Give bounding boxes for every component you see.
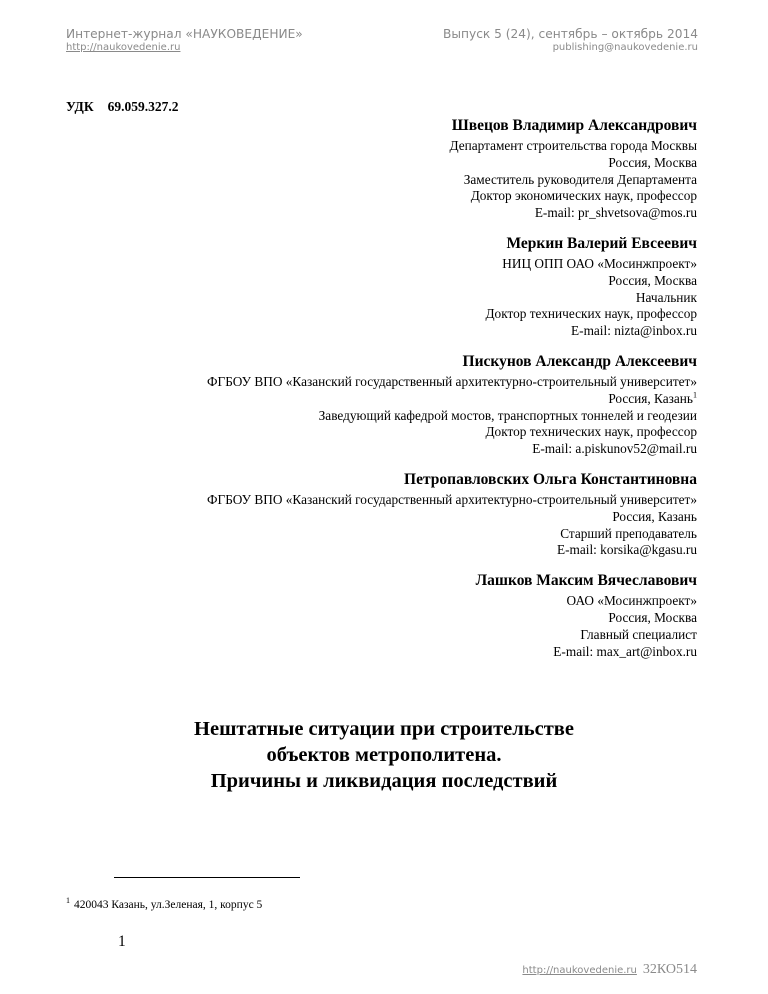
author-name: Лашков Максим Вячеславович <box>475 572 697 590</box>
author-name: Пискунов Александр Алексеевич <box>462 352 697 370</box>
author-affiliation: Департамент строительства города Москвы <box>449 138 697 153</box>
footnote <box>66 896 262 911</box>
page-number: 1 <box>118 933 126 950</box>
issue-info: Выпуск 5 (24), сентябрь – октябрь 2014 <box>443 27 698 41</box>
author-email: E-mail: a.piskunov52@mail.ru <box>532 441 697 457</box>
author-email: E-mail: nizta@inbox.ru <box>571 323 697 339</box>
author-position: Начальник <box>635 289 697 305</box>
author-email: E-mail: max_art@inbox.ru <box>553 643 697 659</box>
footnote-separator <box>114 877 300 878</box>
author-affiliation: ОАО «Мосинжпроект» <box>566 593 697 609</box>
author-affiliation: НИЦ ОПП ОАО «Мосинжпроект» <box>502 255 697 271</box>
footnote-ref: 1 <box>693 390 697 400</box>
author-degree: Доктор технических наук, профессор <box>485 306 697 322</box>
udk-code <box>66 99 179 115</box>
authors-block <box>57 116 697 672</box>
author-affiliation: ФГБОУ ВПО «Казанский государственный архитектурно-строительный университет» <box>207 373 697 389</box>
author-degree: Доктор экономических наук, профессор <box>470 188 697 204</box>
author-block <box>57 352 697 458</box>
author-block <box>57 116 697 222</box>
author-position: Старший преподаватель <box>560 525 697 541</box>
author-affiliation: ФГБОУ ВПО «Казанский государственный архитектурно-строительный университет» <box>207 491 697 507</box>
author-name: Петропавловских Ольга Константиновна <box>404 470 697 488</box>
author-position: Главный специалист <box>580 626 697 642</box>
title-line: объектов метрополитена. <box>266 744 502 766</box>
author-degree: Доктор технических наук, профессор <box>485 424 697 440</box>
article-title <box>84 716 684 794</box>
footer-site-link[interactable]: http://naukovedenie.ru <box>522 965 637 976</box>
author-position: Заместитель руководителя Департамента <box>463 171 697 187</box>
footnote-text: 420043 Казань, ул.Зеленая, 1, корпус 5 <box>74 898 263 911</box>
author-location: Россия, Казань <box>612 508 697 524</box>
header-left <box>66 26 303 54</box>
udk-label: УДК <box>66 99 94 114</box>
author-location-row <box>57 391 697 408</box>
udk-value: 69.059.327.2 <box>107 99 179 114</box>
author-position: Заведующий кафедрой мостов, транспортных тоннелей и геодезии <box>318 407 697 423</box>
author-block <box>57 234 697 340</box>
journal-site-link[interactable]: http://naukovedenie.ru <box>66 42 181 53</box>
author-location: Россия, Москва <box>608 272 697 288</box>
author-name: Швецов Владимир Александрович <box>451 117 697 134</box>
author-location: Россия, Москва <box>608 609 697 625</box>
author-email: E-mail: korsika@kgasu.ru <box>556 542 697 558</box>
author-name: Меркин Валерий Евсеевич <box>506 234 697 252</box>
journal-name: Интернет-журнал «НАУКОВЕДЕНИЕ» <box>66 27 303 41</box>
author-email: E-mail: pr_shvetsova@mos.ru <box>534 205 697 221</box>
publisher-email[interactable]: publishing@naukovedenie.ru <box>552 42 698 53</box>
footer <box>522 960 697 978</box>
author-location: Россия, Москва <box>608 154 697 170</box>
footnote-mark: 1 <box>66 896 70 905</box>
article-code: 32КО514 <box>642 962 697 977</box>
title-line: Нештатные ситуации при строительстве <box>194 718 574 740</box>
author-block <box>57 470 697 559</box>
title-line: Причины и ликвидация последствий <box>210 770 558 792</box>
author-block <box>57 571 697 660</box>
header-right <box>443 26 698 54</box>
author-location: Россия, Казань <box>608 390 693 406</box>
